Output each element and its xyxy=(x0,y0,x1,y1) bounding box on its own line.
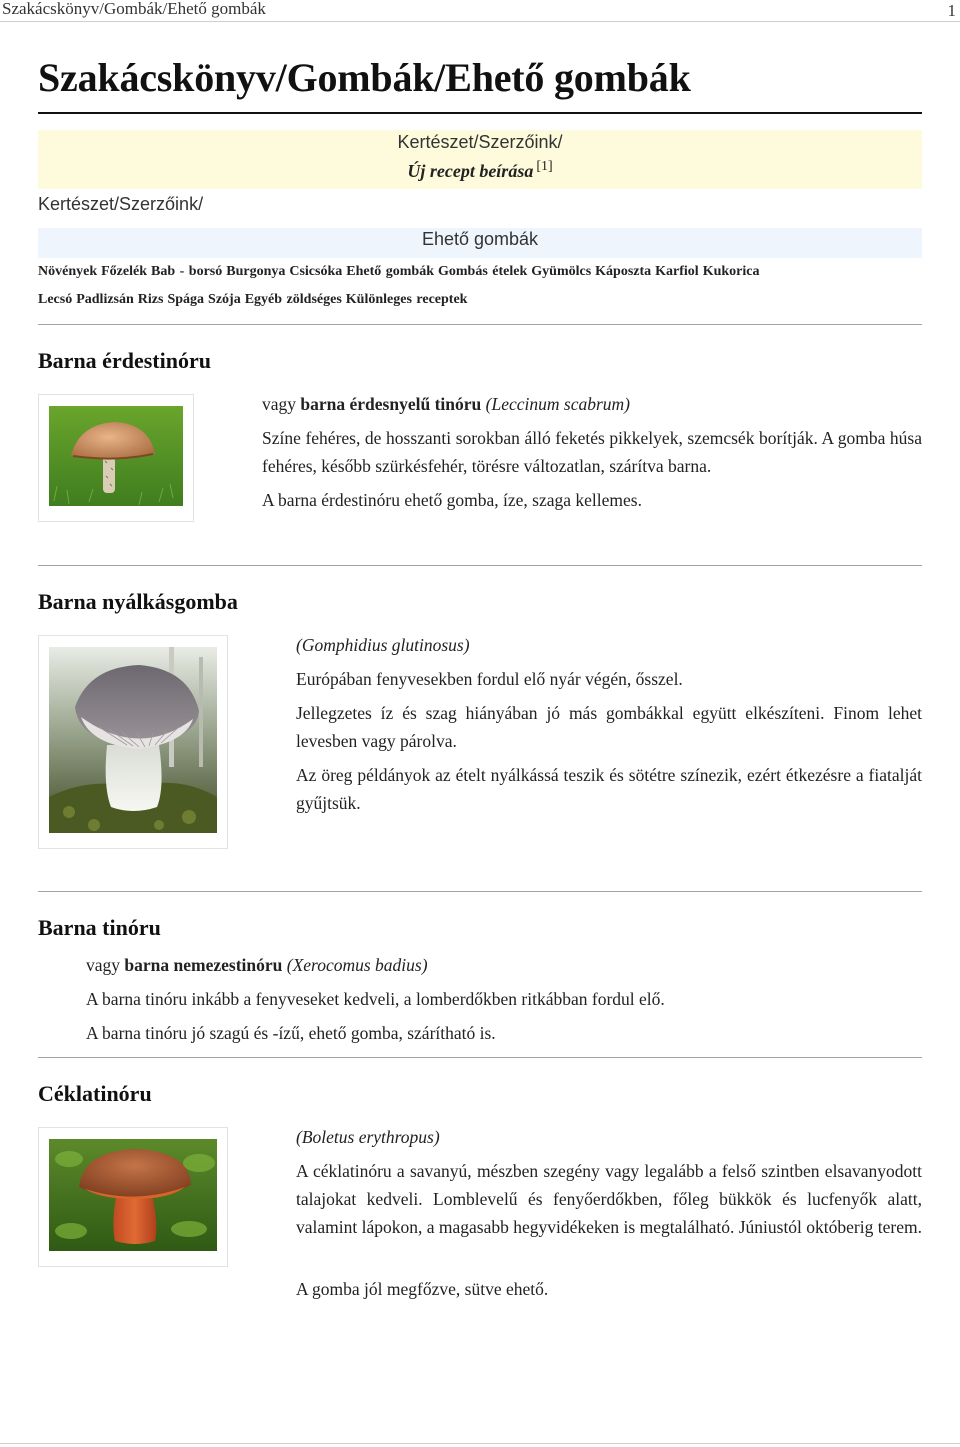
mushroom-image-frame[interactable] xyxy=(38,1127,228,1267)
latin-name xyxy=(296,631,922,659)
nav-link[interactable]: Ehető gombák xyxy=(346,264,434,279)
section-paragraph: Jellegzetes íz és szag hiányában jó más gombákkal együtt elkészíteni. Finom lehet levesben vagy párolva. xyxy=(296,703,922,751)
nav-link[interactable]: Növények xyxy=(38,264,98,279)
section-divider xyxy=(38,324,922,325)
page-title: Szakácskönyv/Gombák/Ehető gombák xyxy=(38,55,691,100)
latin-name xyxy=(296,1123,922,1151)
section-heading: Céklatinóru xyxy=(38,1081,152,1106)
nav-link[interactable]: Bab - borsó xyxy=(151,264,223,279)
recipe-banner xyxy=(38,130,922,189)
section-paragraph: A barna tinóru inkább a fenyveseket kedveli, a lomberdőkben ritkábban fordul elő. xyxy=(86,989,665,1009)
section-paragraph: Az öreg példányok az ételt nyálkássá teszik és sötétre színezik, ezért étkezésre a fiatalját gyűjtsük. xyxy=(296,765,922,813)
nav-link[interactable]: Káposzta xyxy=(595,264,652,279)
running-header-title: Szakácskönyv/Gombák/Ehető gombák xyxy=(2,0,266,18)
mushroom-image-frame[interactable] xyxy=(38,394,194,522)
latin-name-text: (Gomphidius glutinosus) xyxy=(296,635,470,655)
section-paragraph: A céklatinóru a savanyú, mészben szegény vagy legalább a felső szintben elsavanyodott talajokat kedveli. Lomblevelű és fenyőerdőkben, főleg bükkök és lucfenyők alatt, valamint lápokon, a magasabb hegyvidékeken is megtalálható. Júniustól októberig terem. xyxy=(296,1161,922,1237)
nav-link[interactable]: Gyümölcs xyxy=(531,264,592,279)
intro-prefix: vagy xyxy=(262,394,301,414)
section-intro xyxy=(262,390,922,418)
page-number: 1 xyxy=(947,1,956,20)
latin-name: (Leccinum scabrum) xyxy=(485,394,630,414)
section-divider xyxy=(38,565,922,566)
nav-link[interactable]: Szója xyxy=(208,292,241,307)
section-heading: Barna tinóru xyxy=(38,915,161,940)
nav-link[interactable]: Kukorica xyxy=(702,264,760,279)
section-heading: Barna nyálkásgomba xyxy=(38,589,238,614)
gomphidius-photo[interactable] xyxy=(49,647,217,833)
title-rule xyxy=(38,112,922,114)
section-paragraph: A barna érdestinóru ehető gomba, íze, szaga kellemes. xyxy=(262,490,642,510)
nav-link[interactable]: Burgonya xyxy=(226,264,286,279)
alt-name: barna érdesnyelű tinóru xyxy=(300,394,482,414)
banner-new-recipe[interactable] xyxy=(38,159,922,182)
running-header xyxy=(0,0,960,22)
nav-link[interactable]: Padlizsán xyxy=(76,292,134,307)
latin-name: (Xerocomus badius) xyxy=(286,955,428,975)
category-nav-row-2 xyxy=(38,292,471,308)
category-title: Ehető gombák xyxy=(421,229,539,249)
nav-link[interactable]: Főzelék xyxy=(101,264,147,279)
alt-name: barna nemezestinóru xyxy=(124,955,283,975)
latin-name-text: (Boletus erythropus) xyxy=(296,1127,440,1147)
category-nav-row-1 xyxy=(38,264,763,280)
nav-link[interactable]: Gombás ételek xyxy=(438,264,528,279)
boletus-photo[interactable] xyxy=(49,1139,217,1251)
section-paragraph: Színe fehéres, de hosszanti sorokban álló feketés pikkelyek, szemcsék borítják. A gomba húsa fehéres, később szürkésfehér, törésre változatlan, szárítva barna. xyxy=(262,428,922,476)
section-intro xyxy=(86,951,922,979)
nav-link[interactable]: Spága xyxy=(167,292,205,307)
boletus-illustration xyxy=(49,1139,217,1251)
gomphidius-illustration xyxy=(49,647,217,833)
footnote-ref[interactable]: [1] xyxy=(536,159,553,174)
nav-link[interactable]: Egyéb zöldséges xyxy=(244,292,342,307)
banner-link-authors[interactable]: Kertészet/Szerzőink/ xyxy=(397,132,563,152)
nav-link[interactable]: Csicsóka xyxy=(289,264,343,279)
nav-link[interactable]: Karfiol xyxy=(655,264,699,279)
intro-prefix: vagy xyxy=(86,955,125,975)
nav-link[interactable]: Lecsó xyxy=(38,292,73,307)
section-heading: Barna érdestinóru xyxy=(38,348,211,373)
bottom-rule xyxy=(0,1443,960,1444)
section-paragraph: A barna tinóru jó szagú és -ízű, ehető gomba, szárítható is. xyxy=(86,1023,496,1043)
section-paragraph: A gomba jól megfőzve, sütve ehető. xyxy=(296,1279,549,1299)
section-divider xyxy=(38,891,922,892)
authors-label[interactable]: Kertészet/Szerzőink/ xyxy=(38,194,204,214)
nav-link[interactable]: Rizs xyxy=(137,292,164,307)
mushroom-image-frame[interactable] xyxy=(38,635,228,849)
new-recipe-link[interactable]: Új recept beírása xyxy=(407,161,534,181)
category-bar xyxy=(38,228,922,258)
section-paragraph: Európában fenyvesekben fordul elő nyár végén, ősszel. xyxy=(296,669,683,689)
section-divider xyxy=(38,1057,922,1058)
leccinum-photo[interactable] xyxy=(49,406,183,506)
nav-link[interactable]: Különleges receptek xyxy=(345,292,468,307)
leccinum-illustration xyxy=(49,406,183,506)
